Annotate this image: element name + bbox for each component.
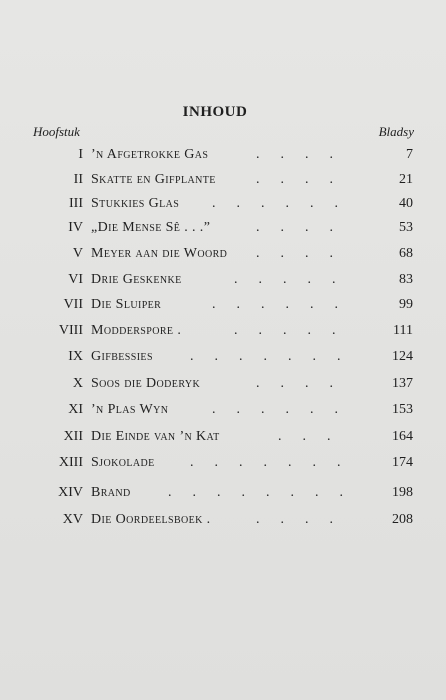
- page-number: 198: [392, 485, 413, 500]
- chapter-number: VI: [68, 272, 83, 287]
- chapter-title: Gifbessies: [91, 349, 153, 364]
- page-number: 208: [392, 512, 413, 527]
- dot-leader: . . . . . .: [212, 402, 338, 417]
- chapter-number: X: [72, 376, 83, 391]
- toc-entry: [0, 485, 446, 505]
- toc-entry: [0, 512, 446, 532]
- chapter-column-header: Hoofstuk: [33, 124, 80, 139]
- toc-entry: [0, 297, 446, 317]
- page-number: 153: [392, 402, 413, 417]
- chapter-number: XII: [63, 429, 83, 444]
- chapter-number: VIII: [58, 323, 83, 338]
- chapter-title: „Die Mense Sê . . .”: [91, 220, 211, 235]
- chapter-title: Die Oordeelsboek .: [91, 512, 211, 527]
- dot-leader: . . . . .: [234, 272, 336, 287]
- toc-entry: [0, 376, 446, 396]
- chapter-title: Drie Geskenke: [91, 272, 182, 287]
- dot-leader: . . . . . . .: [190, 349, 341, 364]
- toc-entry: [0, 246, 446, 266]
- chapter-title: ’n Afgetrokke Gas: [91, 147, 209, 162]
- chapter-number: V: [72, 246, 83, 261]
- chapter-number: XIII: [58, 455, 83, 470]
- page-number: 137: [392, 376, 413, 391]
- page-number: 68: [399, 246, 413, 261]
- page-column-header: Bladsy: [378, 124, 414, 139]
- dot-leader: . . . .: [256, 246, 333, 261]
- page-number: 7: [406, 147, 413, 162]
- toc-title: INHOUD: [182, 104, 248, 120]
- toc-entry: [0, 147, 446, 167]
- dot-leader: . . . . . .: [212, 196, 338, 211]
- chapter-title: ’n Plas Wyn: [91, 402, 169, 417]
- toc-entry: [0, 429, 446, 449]
- page-number: 164: [392, 429, 413, 444]
- chapter-number: II: [73, 172, 83, 187]
- chapter-title: Skatte en Gifplante: [91, 172, 216, 187]
- chapter-title: Stukkies Glas: [91, 196, 180, 211]
- chapter-number: III: [69, 196, 83, 211]
- chapter-number: XI: [68, 402, 83, 417]
- dot-leader: . . . . .: [234, 323, 336, 338]
- page-number: 53: [399, 220, 413, 235]
- chapter-title: Die Einde van ’n Kat: [91, 429, 220, 444]
- dot-leader: . . . .: [256, 220, 333, 235]
- chapter-title: Sjokolade: [91, 455, 155, 470]
- chapter-title: Brand: [91, 485, 131, 500]
- page-number: 174: [392, 455, 413, 470]
- chapter-number: VII: [63, 297, 83, 312]
- chapter-title: Soos die Doderyk: [91, 376, 201, 391]
- toc-entry: [0, 323, 446, 343]
- dot-leader: . . . . . .: [212, 297, 338, 312]
- dot-leader: . . . .: [256, 376, 333, 391]
- chapter-number: IX: [68, 349, 83, 364]
- chapter-number: I: [78, 147, 83, 162]
- page-number: 21: [399, 172, 413, 187]
- dot-leader: . . . . . . . .: [168, 485, 343, 500]
- toc-entry: [0, 455, 446, 475]
- toc-entry: [0, 196, 446, 216]
- page-number: 124: [392, 349, 413, 364]
- page-number: 99: [399, 297, 413, 312]
- dot-leader: . . . . . . .: [190, 455, 341, 470]
- toc-entry: [0, 172, 446, 192]
- page-number: 83: [399, 272, 413, 287]
- chapter-number: XIV: [58, 485, 83, 500]
- chapter-title: Modderspore .: [91, 323, 182, 338]
- chapter-title: Meyer aan die Woord: [91, 246, 228, 261]
- toc-entry: [0, 349, 446, 369]
- dot-leader: . . . .: [256, 147, 333, 162]
- dot-leader: . . .: [278, 429, 331, 444]
- chapter-number: IV: [68, 220, 83, 235]
- toc-entry: [0, 402, 446, 422]
- dot-leader: . . . .: [256, 172, 333, 187]
- page-number: 111: [393, 323, 413, 338]
- page-number: 40: [399, 196, 413, 211]
- chapter-number: XV: [62, 512, 83, 527]
- chapter-title: Die Sluiper: [91, 297, 162, 312]
- toc-entry: [0, 220, 446, 240]
- toc-entry: [0, 272, 446, 292]
- dot-leader: . . . .: [256, 512, 333, 527]
